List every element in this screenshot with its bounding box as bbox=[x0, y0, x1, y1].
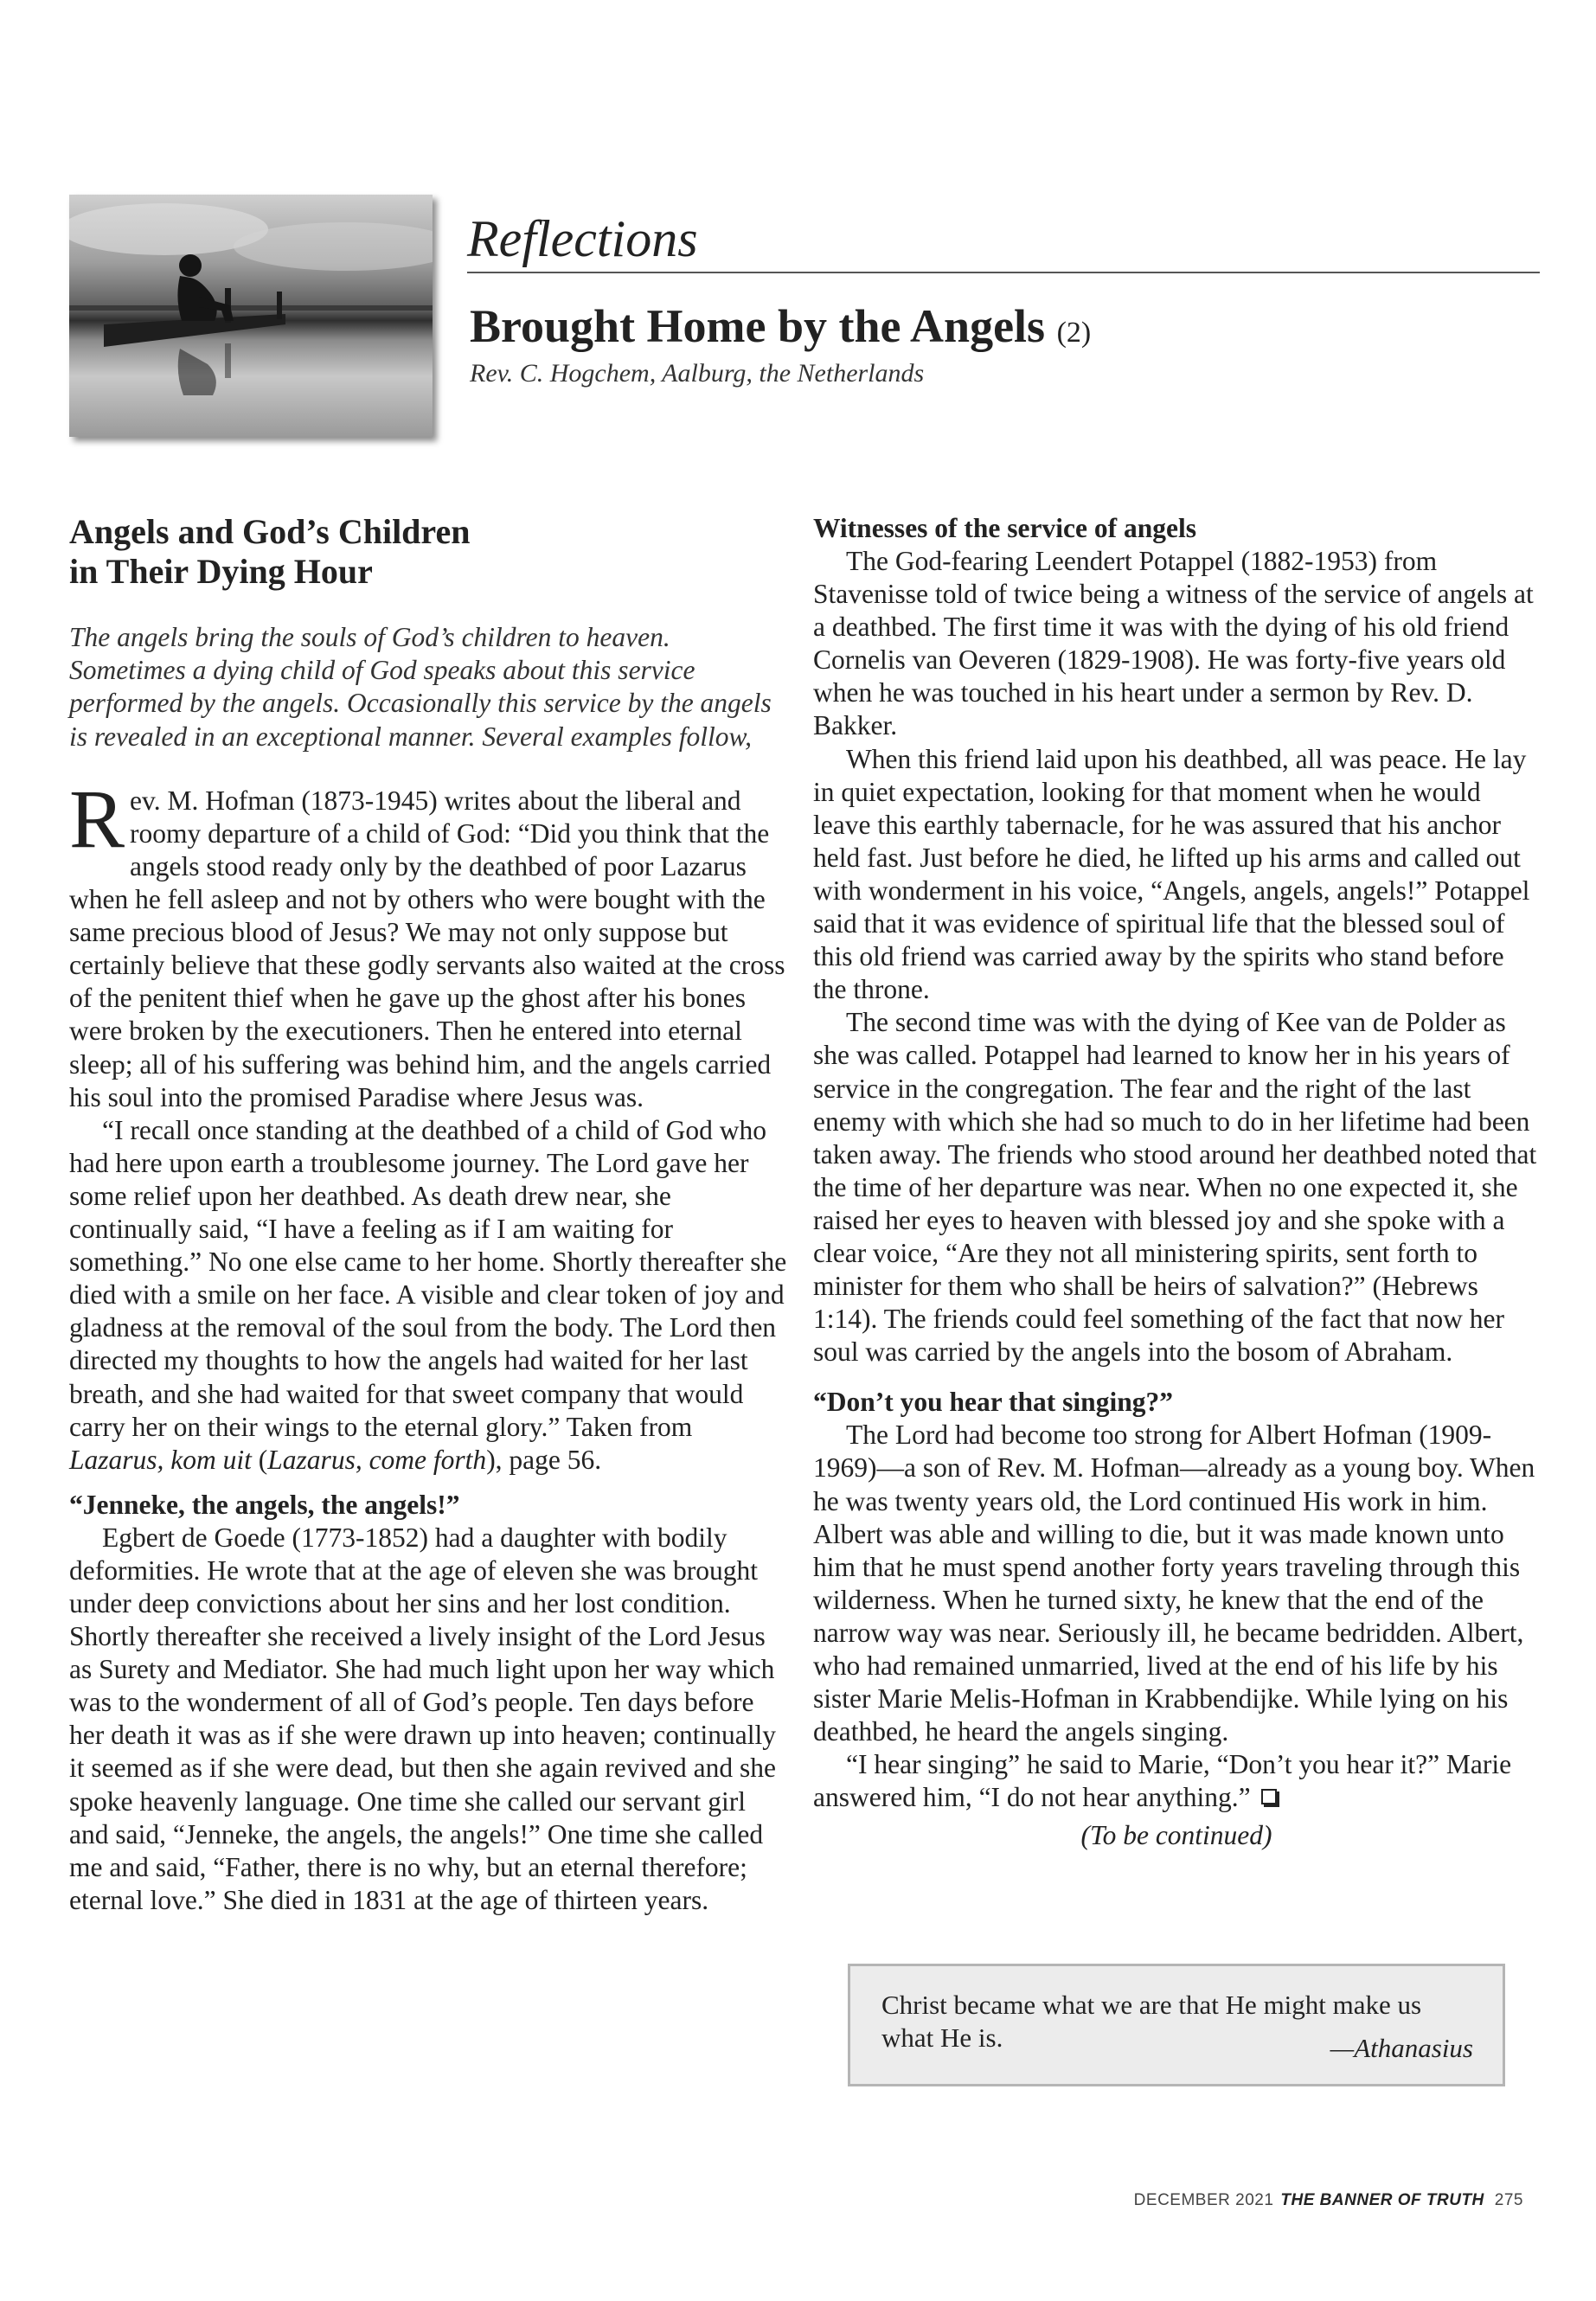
article-title bbox=[470, 298, 1091, 361]
paragraph-marie-text: “I hear singing” he said to Marie, “Don’t you hear it?” Marie answered him, “I do not hear anything.” bbox=[813, 1749, 1512, 1813]
subtitle-line-1: Angels and God’s Children bbox=[69, 512, 471, 551]
subtitle-line-2: in Their Dying Hour bbox=[69, 552, 373, 591]
paragraph-hofman-text: ev. M. Hofman (1873-1945) writes about the liberal and roomy departure of a child of God: “Did you think that the angels stood ready only by the deathbed of poor Lazarus when he fell asleep and not by others who were bought with the same precious blood of Jesus? We may not only suppose but certainly believe that these godly servants also waited at the cross of the penitent thief when he gave up the ghost after his bones were broken by the executioners. Then he entered into eternal sleep; all of his suffering was behind him, and the angels carried his soul into the promised Paradise where Jesus was. bbox=[69, 785, 785, 1112]
paragraph-deathbed-text: “I recall once standing at the deathbed of a child of God who had here upon earth a troublesome journey. The Lord gave her some relief upon her deathbed. As death drew near, she continually said, “I have a feeling as if I am waiting for something.” No one else came to her home. Shortly thereafter she died with a smile on her face. A visible and clear token of joy and gladness at the removal of the soul from the body. The Lord then directed my thoughts to how the angels had waited for her last breath, and she had waited for that sweet company that would carry her on their wings to the eternal glory.” Taken from bbox=[69, 1114, 787, 1442]
heading-witnesses: Witnesses of the service of angels bbox=[813, 513, 1196, 543]
paragraph-albert: The Lord had become too strong for Albert Hofman (1909-1969)—a son of Rev. M. Hofman—already as a young boy. When he was twenty years old, the Lord continued His work in him. Albert was able and willing to die, but it was made known unto him that he must spend another forty years traveling through this wilderness. When he turned sixty, he knew that the end of the narrow way was near. Seriously ill, he became bedridden. Albert, who had remained unmarried, lived at the end of his life by his sister Marie Melis-Hofman in Krabbendijke. While lying on his deathbed, he heard the angels singing. bbox=[813, 1420, 1535, 1747]
paragraph-deathbed bbox=[69, 1114, 787, 1477]
byline: Rev. C. Hogchem, Aalburg, the Netherlands bbox=[470, 359, 925, 388]
subtitle bbox=[69, 512, 787, 592]
to-be-continued: (To be continued) bbox=[1080, 1820, 1272, 1851]
page-ref: ), page 56. bbox=[486, 1444, 602, 1475]
quote-box bbox=[848, 1964, 1505, 2086]
quote-text: Christ became what we are that He might make us what He is. bbox=[881, 1990, 1422, 2053]
article-title-text: Brought Home by the Angels bbox=[470, 300, 1046, 352]
paragraph-hofman bbox=[69, 772, 787, 1114]
header-photo bbox=[69, 195, 433, 437]
paren-open: ( bbox=[251, 1444, 268, 1475]
paragraph-potappel: The God-fearing Leendert Potappel (1882-1953) from Stavenisse told of twice being a witness of the service of angels at a deathbed. The first time it was with the dying of his old friend Cornelis van Oeveren (1829-1908). He was forty-five years old when he was touched in his heart under a sermon by Rev. D. Bakker. bbox=[813, 546, 1534, 741]
heading-singing: “Don’t you hear that singing?” bbox=[813, 1387, 1173, 1418]
book-title-dutch: Lazarus, kom uit bbox=[69, 1444, 252, 1475]
lead-paragraph: The angels bring the souls of God’s children to heaven. Sometimes a dying child of God speaks about this service performed by the angels. Occasionally this service by the angels is revealed in an exceptional manner. Several examples follow, bbox=[69, 622, 772, 752]
paragraph-kee: The second time was with the dying of Kee van de Polder as she was called. Potappel had learned to know her in his years of service in the congregation. The fear and the right of the last enemy with which she had so much to do in her lifetime had been taken away. The friends who stood around her deathbed noted that the time of her departure was near. When no one expected it, she raised her eyes to heaven with blessed joy and she spoke with a clear voice, “Are they not all ministering spirits, sent forth to minister for them who shall be heirs of salvation?” (Hebrews 1:14). The friends could feel something of the fact that now her soul was carried by the angels into the bosom of Abraham. bbox=[813, 1007, 1537, 1368]
paragraph-marie bbox=[813, 1748, 1540, 1814]
heading-jenneke: “Jenneke, the angels, the angels!” bbox=[69, 1489, 460, 1520]
silhouette-illustration bbox=[69, 195, 433, 437]
book-title-english: Lazarus, come forth bbox=[267, 1444, 487, 1475]
left-column bbox=[69, 512, 787, 1917]
issue-date: DECEMBER 2021 bbox=[1133, 2191, 1274, 2209]
page-number: 275 bbox=[1494, 2191, 1523, 2209]
paragraph-friend: When this friend laid upon his deathbed, all was peace. He lay in quiet expectation, looking for that moment when he would leave this earthly tabernacle, for he was assured that his anchor held fast. Just before he died, he lifted up his arms and called out with wonderment in his voice, “Angels, angels, angels!” Potappel said that it was evidence of spiritual life that the blessed soul of this old friend was carried away by the spirits who stand before the throne. bbox=[813, 743, 1530, 1005]
magazine-name: THE BANNER OF TRUTH bbox=[1280, 2191, 1484, 2209]
page-footer bbox=[1134, 2191, 1523, 2210]
quote-author: —Athanasius bbox=[1330, 2033, 1473, 2063]
paragraph-de-goede: Egbert de Goede (1773-1852) had a daughter with bodily deformities. He wrote that at the age of eleven she was brought under deep convictions about her sins and her lost condition. Shortly thereafter she received a lively insight of the Lord Jesus as Surety and Mediator. She had much light upon her way which was to the wonderment of all of God’s people. Ten days before her death it was as if she were drawn up into heaven; continually it seemed as if she were dead, but then she again revived and she spoke heavenly language. One time she called our servant girl and said, “Jenneke, the angels, the angels!” One time she called me and said, “Father, there is no why, but an eternal therefore; eternal love.” She died in 1831 at the age of thirteen years. bbox=[69, 1522, 776, 1915]
article-part: (2) bbox=[1056, 317, 1092, 349]
end-mark-icon bbox=[1261, 1789, 1277, 1804]
section-title: Reflections bbox=[467, 208, 1540, 273]
right-column bbox=[813, 512, 1540, 1853]
drop-cap: R bbox=[69, 772, 125, 865]
